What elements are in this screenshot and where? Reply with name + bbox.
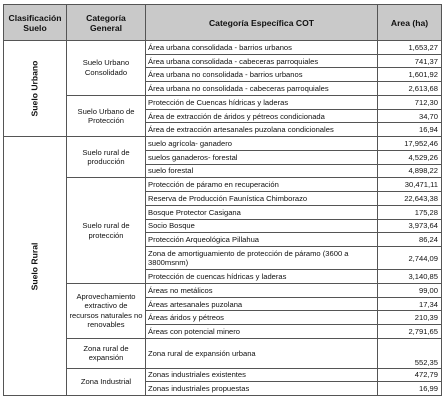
category-cell: Reserva de Producción Faunística Chimborazo [146, 192, 378, 206]
suelo-rural-label: Suelo Rural [29, 242, 40, 290]
suelo-rural-cell [4, 137, 67, 396]
area-cell: 2,791,65 [378, 325, 442, 339]
area-cell: 3,140,85 [378, 270, 442, 284]
category-cell: Área urbana no consolidada - barrios urbanos [146, 68, 378, 82]
table-row [4, 368, 442, 382]
category-cell: Protección Arqueológica Pillahua [146, 233, 378, 247]
group-urbano-proteccion: Suelo Urbano de Protección [67, 95, 146, 136]
header-categoria-general: Categoría General [67, 5, 146, 41]
header-categoria-especifica: Categoría Específica COT [146, 5, 378, 41]
header-row [4, 5, 442, 41]
suelo-urbano-cell [4, 41, 67, 137]
category-cell: Protección de Cuencas hídricas y laderas [146, 95, 378, 109]
category-cell: Área urbana consolidada - cabeceras parroquiales [146, 54, 378, 68]
area-cell: 552,35 [378, 338, 442, 368]
area-cell: 4,529,26 [378, 150, 442, 164]
table-row [4, 137, 442, 151]
category-cell: Zona rural de expansión urbana [146, 338, 378, 368]
category-cell: Zona de amortiguamiento de protección de páramo (3600 a 3800msnm) [146, 247, 378, 270]
category-cell: suelo agrícola- ganadero [146, 137, 378, 151]
category-cell: Protección de cuencas hídricas y laderas [146, 270, 378, 284]
category-cell: Áreas áridos y pétreos [146, 311, 378, 325]
category-cell: Área de extracción artesanales puzolana condicionales [146, 123, 378, 137]
group-rural-aprovechamiento: Aprovechamiento extractivo de recursos naturales no renovables [67, 283, 146, 338]
group-rural-proteccion: Suelo rural de protección [67, 178, 146, 284]
category-cell: Áreas no metálicos [146, 283, 378, 297]
area-cell: 1,653,27 [378, 41, 442, 55]
group-urbano-consolidado: Suelo Urbano Consolidado [67, 41, 146, 96]
area-cell: 30,471,11 [378, 178, 442, 192]
header-area: Area (ha) [378, 5, 442, 41]
category-cell: Zonas industriales propuestas [146, 382, 378, 396]
group-rural-produccion: Suelo rural de producción [67, 137, 146, 178]
area-cell: 86,24 [378, 233, 442, 247]
category-cell: Protección de páramo en recuperación [146, 178, 378, 192]
category-cell: Áreas con potencial minero [146, 325, 378, 339]
area-cell: 2,613,68 [378, 82, 442, 96]
table-row [4, 95, 442, 109]
category-cell: suelos ganaderos- forestal [146, 150, 378, 164]
table-row [4, 41, 442, 55]
suelo-urbano-label: Suelo Urbano [29, 60, 40, 117]
area-cell: 99,00 [378, 283, 442, 297]
area-cell: 3,973,64 [378, 219, 442, 233]
group-rural-industrial: Zona Industrial [67, 368, 146, 396]
area-cell: 2,744,09 [378, 247, 442, 270]
category-cell: Socio Bosque [146, 219, 378, 233]
category-cell: Áreas artesanales puzolana [146, 297, 378, 311]
category-cell: Zonas industriales existentes [146, 368, 378, 382]
area-cell: 712,30 [378, 95, 442, 109]
table-row [4, 283, 442, 297]
area-cell: 1,601,92 [378, 68, 442, 82]
area-cell: 34,70 [378, 109, 442, 123]
header-clasificacion: Clasificación Suelo [4, 5, 67, 41]
area-cell: 16,94 [378, 123, 442, 137]
table-row [4, 338, 442, 368]
area-cell: 210,39 [378, 311, 442, 325]
area-cell: 22,643,38 [378, 192, 442, 206]
area-cell: 741,37 [378, 54, 442, 68]
land-classification-table-container [3, 4, 441, 396]
category-cell: suelo forestal [146, 164, 378, 178]
area-cell: 16,99 [378, 382, 442, 396]
area-cell: 17,952,46 [378, 137, 442, 151]
area-cell: 175,28 [378, 205, 442, 219]
land-classification-table [3, 4, 442, 396]
category-cell: Área urbana consolidada - barrios urbanos [146, 41, 378, 55]
group-rural-expansion: Zona rural de expansión [67, 338, 146, 368]
category-cell: Área urbana no consolidada - cabeceras parroquiales [146, 82, 378, 96]
category-cell: Bosque Protector Casigana [146, 205, 378, 219]
category-cell: Área de extracción de áridos y pétreos condicionada [146, 109, 378, 123]
table-row [4, 178, 442, 192]
area-cell: 17,34 [378, 297, 442, 311]
area-cell: 4,898,22 [378, 164, 442, 178]
area-cell: 472,79 [378, 368, 442, 382]
